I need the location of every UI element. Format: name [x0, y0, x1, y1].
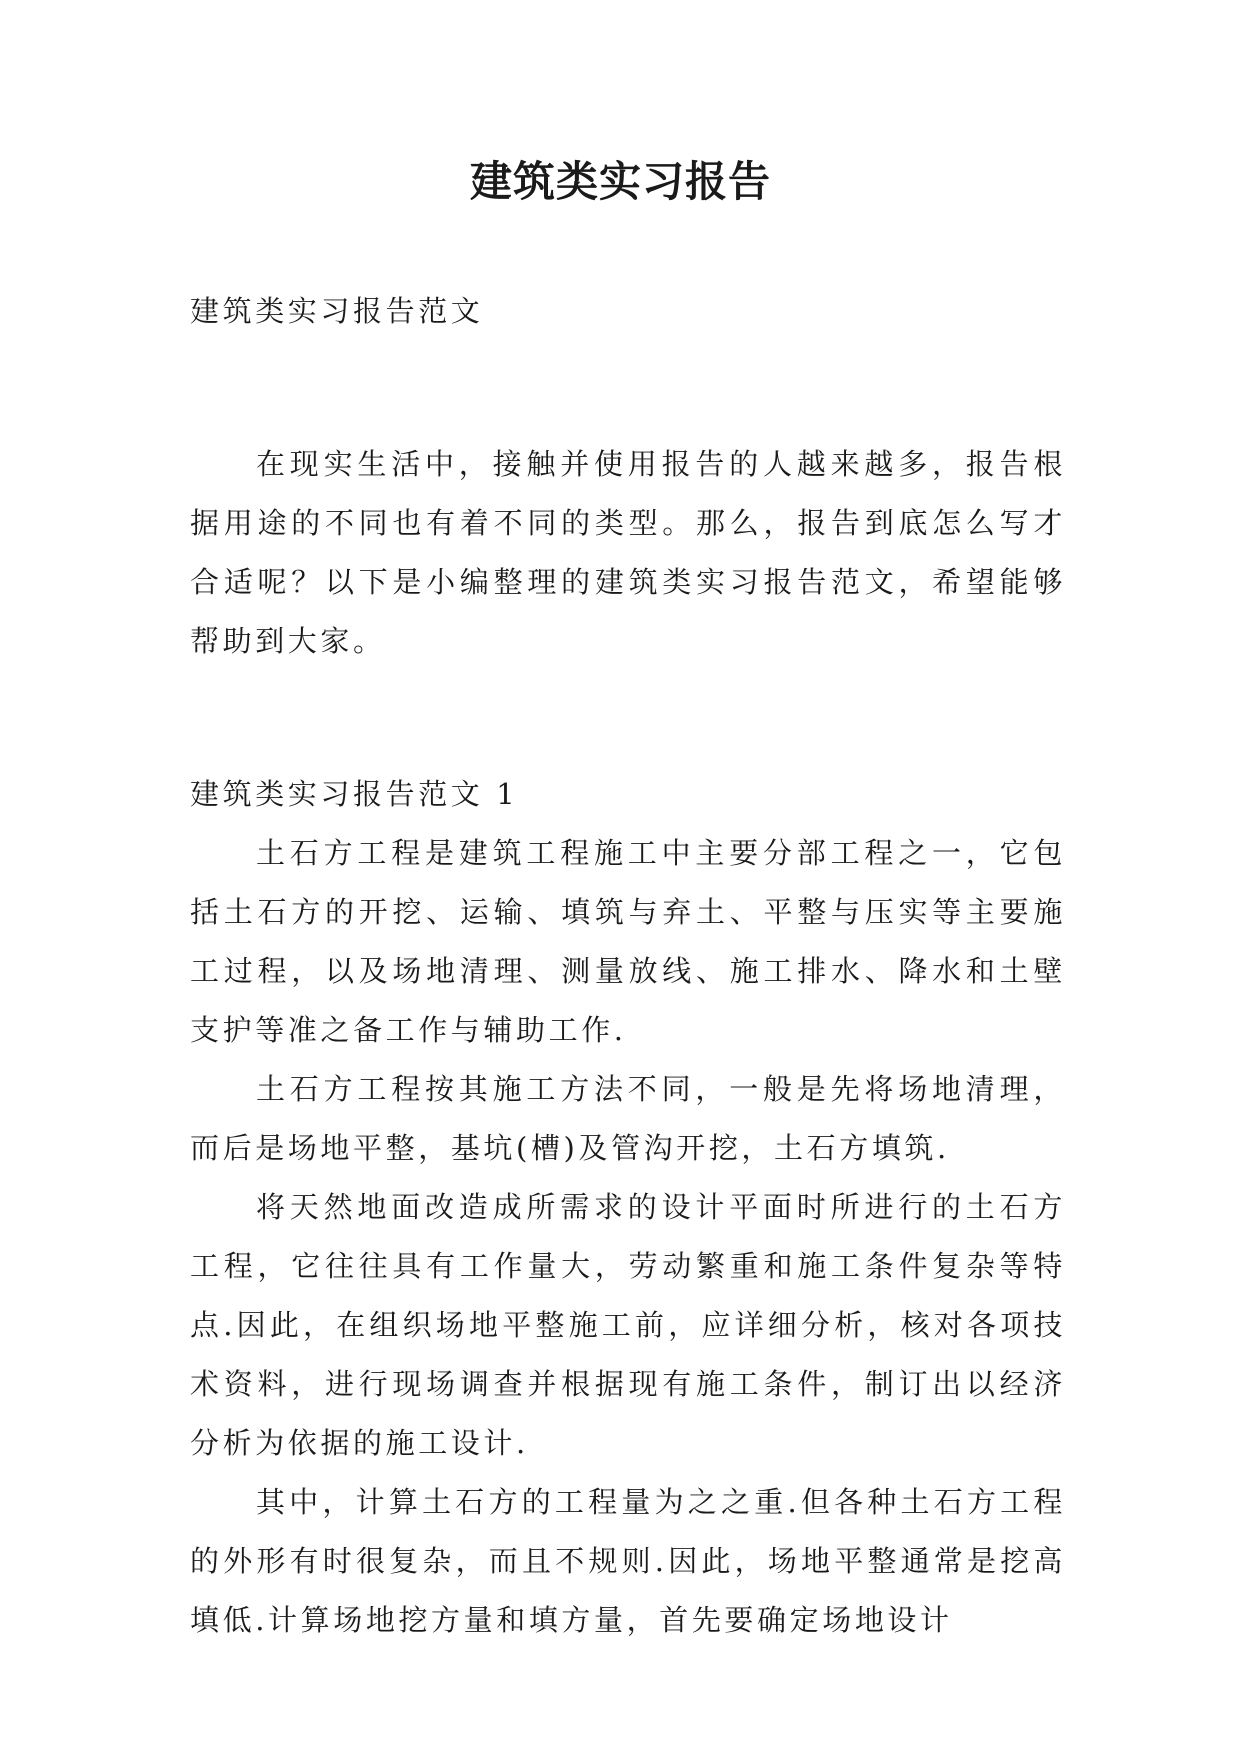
- document-title: 建筑类实习报告: [469, 157, 771, 206]
- body-paragraph-2: 土石方工程按其施工方法不同，一般是先将场地清理，而后是场地平整，基坑(槽)及管沟开挖，土石方填筑.: [190, 1072, 1066, 1165]
- body-paragraph-4: 其中，计算土石方的工程量为之之重.但各种土石方工程的外形有时很复杂，而且不规则.因此，场地平整通常是挖高填低.计算场地挖方量和填方量，首先要确定场地设计: [190, 1485, 1066, 1637]
- document-body: [190, 282, 1066, 1650]
- body-paragraph-3: 将天然地面改造成所需求的设计平面时所进行的土石方工程，它往往具有工作量大，劳动繁重和施工条件复杂等特点.因此，在组织场地平整施工前，应详细分析，核对各项技术资料，进行现场调查并根据现有施工条件，制订出以经济分析为依据的施工设计.: [190, 1190, 1066, 1460]
- section-heading: 建筑类实习报告范文 1: [190, 777, 519, 811]
- intro-paragraph: 在现实生活中，接触并使用报告的人越来越多，报告根据用途的不同也有着不同的类型。那么，报告到底怎么写才合适呢？以下是小编整理的建筑类实习报告范文，希望能够帮助到大家。: [190, 447, 1066, 658]
- body-paragraph-1: 土石方工程是建筑工程施工中主要分部工程之一，它包括土石方的开挖、运输、填筑与弃土、平整与压实等主要施工过程，以及场地清理、测量放线、施工排水、降水和土壁支护等准之备工作与辅助工作.: [190, 836, 1066, 1047]
- spacer: [190, 341, 1066, 435]
- document-subtitle: 建筑类实习报告范文: [190, 294, 484, 328]
- spacer: [190, 671, 1066, 765]
